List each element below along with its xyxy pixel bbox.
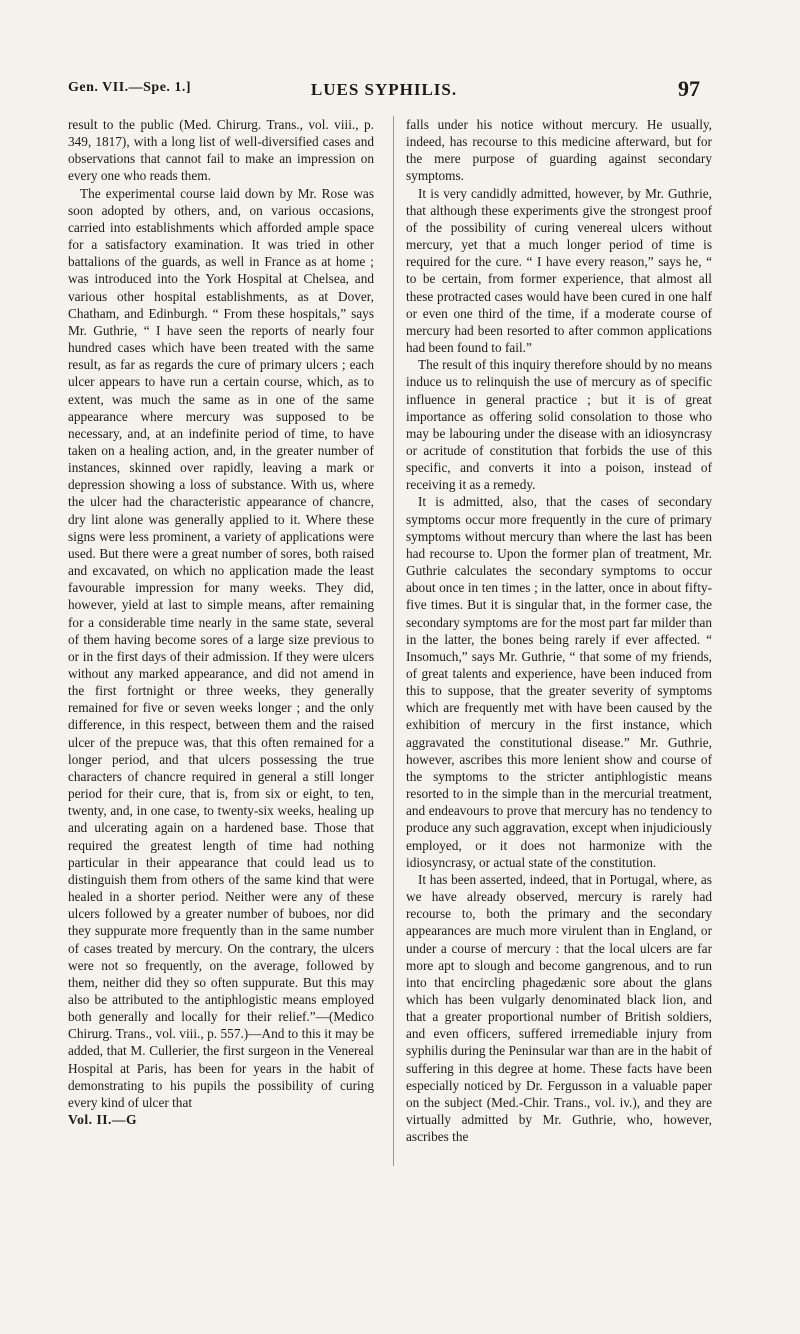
running-header (68, 78, 700, 104)
left-column (68, 116, 374, 1286)
paragraph: falls under his notice without mercury. He usually, indeed, has recourse to this medicine afterward, but for the mere purpose of guarding against secondary symptoms. (406, 117, 712, 184)
page-number: 97 (678, 76, 700, 101)
paragraph: It has been asserted, indeed, that in Portugal, where, as we have already observed, mercury is rarely had recourse to, both the primary and the secondary appearances are much more virulent than in England, or under a course of mercury : that the local ulcers are far more apt to slough and become gangrenous, and to run into that encircling phagedænic sore about the glans which has been vulgarly denominated black lion, and that a greater proportional number of British soldiers, and even officers, suffered irremediable injury from syphilis during the Peninsular war than are in the habit of suffering in this degree at home. These facts have been especially noticed by Dr. Fergusson in a valuable paper on the subject (Med.-Chir. Trans., vol. iv.), and they are virtually admitted by Mr. Guthrie, who, however, ascribes the (406, 871, 712, 1145)
column-divider (393, 116, 394, 1166)
paragraph: The result of this inquiry therefore should by no means induce us to relinquish the use of mercury as of specific influence in general practice ; but it is of great importance as offering solid consolation to those who may be labouring under the disease with an idiosyncrasy or acritude of constitution that forbids the use of this specific, and converts it into a poison, instead of receiving it as a remedy. (406, 357, 712, 493)
paragraph: It is very candidly admitted, however, by Mr. Guthrie, that although these experiments give the strongest proof of the possibility of curing venereal ulcers without mercury, yet that a much longer period of time is required for the cure. “ I have every reason,” says he, “ to be certain, from former experience, that almost all these protracted cases would have been cured in one half or even one third of the time, if a moderate course of mercury had been resorted to after common applications had been found to fail.” (406, 185, 712, 356)
paragraph: result to the public (Med. Chirurg. Trans., vol. viii., p. 349, 1817), with a long list of well-diversified cases and observations that cannot fail to make an impression on every one who reads them. (68, 117, 374, 184)
right-column (406, 116, 712, 1286)
paragraph: It is admitted, also, that the cases of secondary symptoms occur more frequently in the cure of primary symptoms without mercury than where the last has been had recourse to. Upon the former plan of treatment, Mr. Guthrie calculates the secondary symptoms to occur about once in ten times ; in the latter, once in about fifty-five times. But it is singular that, in the former case, the secondary symptoms are for the most part far milder than in the latter, the bones being rarely if ever affected. “ Insomuch,” says Mr. Guthrie, “ that some of my friends, of great talents and experience, have been induced from this to suppose, that the greater severity of symptoms which are frequently met with have been caused by the exhibition of mercury in the first instance, which aggravated the constitutional disease.” Mr. Guthrie, however, ascribes this more lenient show and course of the symptoms to the stricter antiphlogistic means resorted to in the simple than in the mercurial treatment, and endeavours to prove that mercury has no tendency to produce any such aggravation, except when injudiciously employed, or it does not harmonize with the idiosyncrasy, or actual state of the constitution. (406, 494, 712, 870)
signature-mark: Vol. II.—G (68, 1112, 138, 1128)
running-title: LUES SYPHILIS. (310, 80, 458, 99)
section-reference: Gen. VII.—Spe. 1.] (68, 80, 192, 95)
paragraph: The experimental course laid down by Mr. Rose was soon adopted by others, and, on various occasions, carried into establishments which afforded ample space for a satisfactory examination. It was tried in other battalions of the guards, as well in France as at home ; was introduced into the York Hospital at Chelsea, and various other hospital establishments, as at Dover, Chatham, and Edinburgh. “ From these hospitals,” says Mr. Guthrie, “ I have seen the reports of nearly four hundred cases which have been treated with the same result, as far as regards the cure of primary ulcers ; each ulcer appears to have run a certain course, which, as to extent, was much the same as in one of the same appearance where mercury was supposed to be necessary, and, at an indefinite period of time, to have taken on a healing action, and, in the greater number of instances, skinned over rapidly, leaving a mark or depression showing a loss of substance. With us, where the ulcer had the characteristic appearance of chancre, dry lint alone was generally applied to it. Where these signs were less prominent, a variety of applications were used. But there were a great number of sores, both raised and excavated, on which no application made the least favourable impression for many weeks. They did, however, yield at last to simple means, after remaining for a considerable time nearly in the same state, several of them having become sores of a large size previous to or in the first days of their admission. If they were ulcers without any marked appearance, and did not amend in the first fortnight or three weeks, they generally remained for five or seven weeks longer ; and the only difference, in this respect, between them and the raised ulcer of the prepuce was, that this often remained for a longer period, and that ulcers possessing the true characters of chancre required in general a still longer period for their cure, that is, from six or eight, to ten, twenty, and, in one case, to twenty-six weeks, healing up and ulcerating again on a hardened base. Those that required the greatest length of time had nothing particular in their appearance that could lead us to distinguish them from others of the same kind that were healed in a shorter period. Neither were any of these ulcers followed by a greater number of buboes, nor did they suppurate more frequently than in the same number of cases treated by mercury. On the contrary, the ulcers were not so frequently, on the average, followed by them, neither did they so often suppurate. But this may also be attributed to the antiphlogistic means employed both generally and locally for their relief.”—(Medico Chirurg. Trans., vol. viii., p. 557.)—And to this it may be added, that M. Cullerier, the first surgeon in the Venereal Hospital at Paris, has been for years in the habit of demonstrating to his pupils the possibility of curing every kind of ulcer that (68, 185, 374, 1110)
